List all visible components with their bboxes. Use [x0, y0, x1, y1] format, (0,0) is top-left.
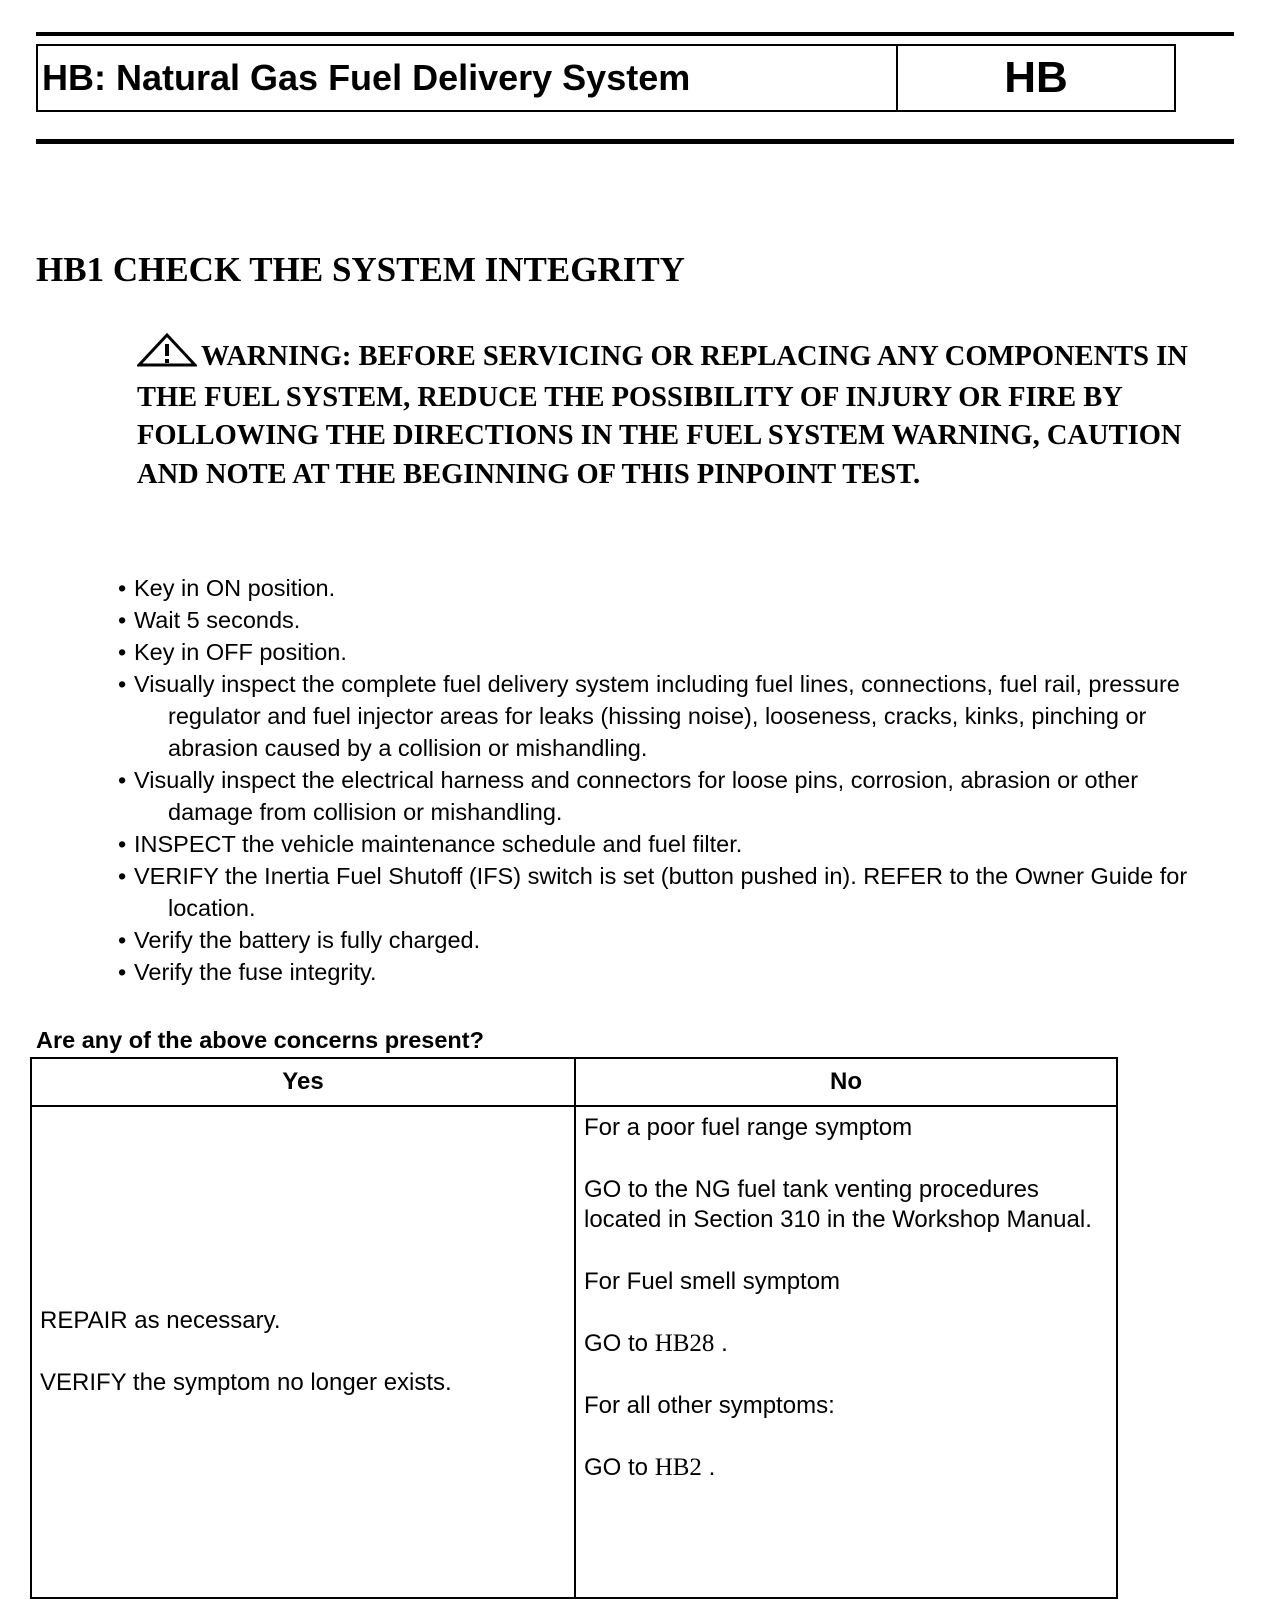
document-header	[36, 44, 1176, 112]
yes-cell	[31, 1106, 575, 1598]
warning-text: WARNING: BEFORE SERVICING OR REPLACING ANY COMPONENTS IN THE FUEL SYSTEM, REDUCE THE POSSIBILITY OF INJURY OR FIRE BY FOLLOWING THE DIRECTIONS IN THE FUEL SYSTEM WARNING, CAUTION AND NOTE AT THE BEGINNING OF THIS PINPOINT TEST.	[137, 341, 1188, 490]
yes-verify-text: VERIFY the symptom no longer exists.	[40, 1369, 452, 1396]
no-range-action: GO to the NG fuel tank venting procedures located in Section 310 in the Workshop Manual.	[584, 1176, 1092, 1233]
no-smell-action: GO to HB28 .	[584, 1330, 728, 1357]
no-other-action: GO to HB2 .	[584, 1454, 716, 1481]
warning-triangle-icon	[137, 333, 197, 379]
list-item: • INSPECT the vehicle maintenance schedule and fuel filter.	[118, 831, 743, 857]
decision-question: Are any of the above concerns present?	[36, 1027, 484, 1053]
list-item: • Verify the battery is fully charged.	[118, 927, 481, 953]
hb2-link[interactable]: HB2	[654, 1454, 702, 1481]
list-item: • Verify the fuse integrity.	[118, 959, 377, 985]
header-bottom-rule	[36, 139, 1234, 144]
warning-block	[137, 333, 1217, 494]
list-item: • Visually inspect the electrical harness and connectors for loose pins, corrosion, abrasion or other damage from collision or mishandling.	[118, 767, 1139, 825]
yes-repair-text: REPAIR as necessary.	[40, 1307, 281, 1334]
list-item: • Key in OFF position.	[118, 639, 347, 665]
list-item: • Visually inspect the complete fuel delivery system including fuel lines, connections, fuel rail, pressure regulator and fuel injector areas for leaks (hissing noise), looseness, cracks, kinks, pinching or abrasion caused by a collision or mishandling.	[118, 671, 1180, 761]
no-range-symptom: For a poor fuel range symptom	[584, 1114, 913, 1141]
header-code: HB	[1004, 53, 1068, 102]
yes-column-header: Yes	[31, 1058, 575, 1106]
section-heading: HB1 CHECK THE SYSTEM INTEGRITY	[36, 250, 685, 289]
no-other-symptom: For all other symptoms:	[584, 1392, 835, 1419]
no-smell-symptom: For Fuel smell symptom	[584, 1268, 841, 1295]
hb28-link[interactable]: HB28	[654, 1330, 715, 1357]
list-item: • VERIFY the Inertia Fuel Shutoff (IFS) switch is set (button pushed in). REFER to the Owner Guide for location.	[118, 863, 1188, 921]
inspection-steps-list	[118, 572, 1228, 988]
decision-table	[30, 1057, 1118, 1599]
no-cell	[575, 1106, 1117, 1598]
header-title: HB: Natural Gas Fuel Delivery System	[38, 46, 898, 110]
no-column-header: No	[575, 1058, 1117, 1106]
list-item: • Wait 5 seconds.	[118, 607, 301, 633]
top-rule	[36, 32, 1234, 36]
list-item: • Key in ON position.	[118, 575, 336, 601]
